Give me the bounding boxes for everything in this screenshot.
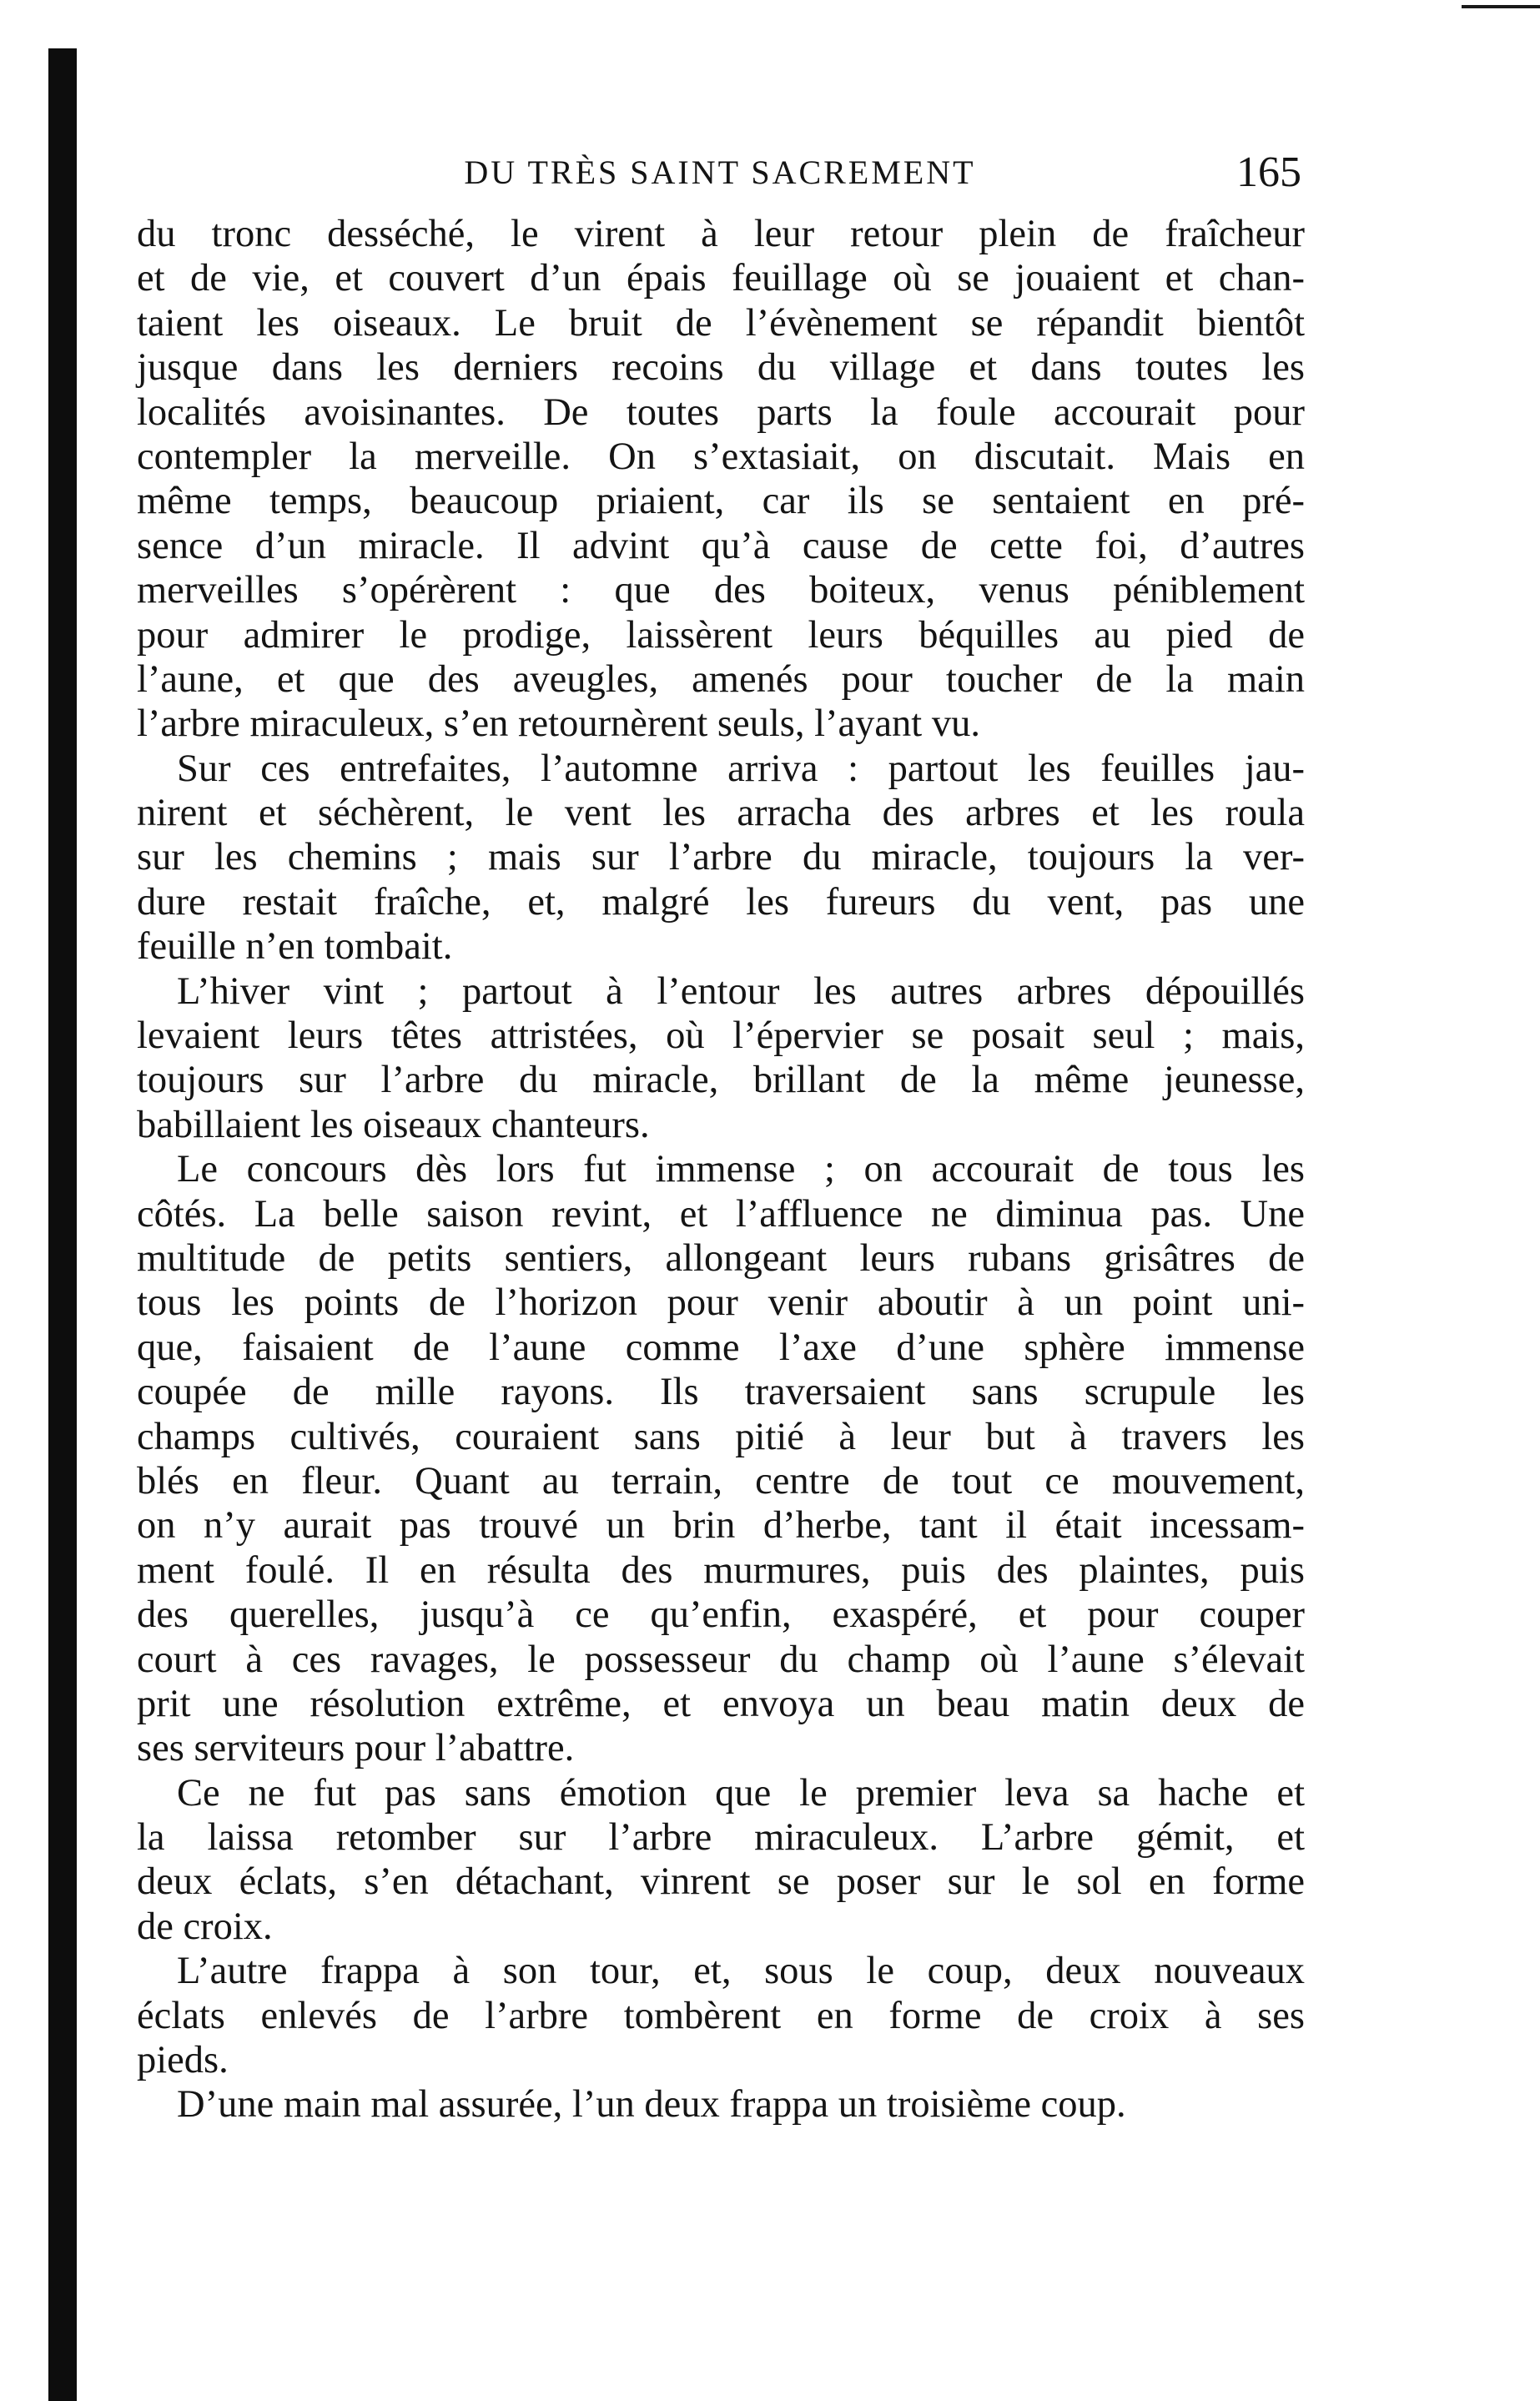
text-line: même temps, beaucoup priaient, car ils se sentaient en pré- [137, 480, 1305, 523]
text-line: blés en fleur. Quant au terrain, centre de tout ce mouvement, [137, 1459, 1305, 1503]
text-line: et de vie, et couvert d’un épais feuillage où se jouaient et chan- [137, 257, 1305, 300]
text-line: que, faisaient de l’aune comme l’axe d’une sphère immense [137, 1326, 1305, 1369]
text-line: l’arbre miraculeux, s’en retournèrent seuls, l’ayant vu. [137, 702, 980, 746]
text-line: Ce ne fut pas sans émotion que le premier leva sa hache et [177, 1771, 1305, 1815]
text-line: babillaient les oiseaux chanteurs. [137, 1103, 650, 1146]
text-line: de croix. [137, 1905, 273, 1948]
text-line: ses serviteurs pour l’abattre. [137, 1727, 575, 1770]
text-line: nirent et séchèrent, le vent les arracha des arbres et les roula [137, 792, 1305, 835]
text-line: on n’y aurait pas trouvé un brin d’herbe, tant il était incessam- [137, 1504, 1305, 1548]
binding-edge [48, 48, 77, 2401]
text-line: deux éclats, s’en détachant, vinrent se poser sur le sol en forme [137, 1860, 1305, 1904]
text-line: levaient leurs têtes attristées, où l’épervier se posait seul ; mais, [137, 1014, 1305, 1058]
text-line: merveilles s’opérèrent : que des boiteux, venus péniblement [137, 569, 1305, 612]
text-line: pour admirer le prodige, laissèrent leurs béquilles au pied de [137, 613, 1305, 657]
text-line: sur les chemins ; mais sur l’arbre du miracle, toujours la ver- [137, 836, 1305, 879]
paragraph [137, 2082, 1305, 2127]
corner-mark [1462, 5, 1540, 8]
text-line: taient les oiseaux. Le bruit de l’évènement se répandit bientôt [137, 301, 1305, 345]
text-line: L’hiver vint ; partout à l’entour les autres arbres dépouillés [177, 969, 1305, 1013]
text-line: du tronc desséché, le virent à leur retour plein de fraîcheur [137, 213, 1305, 255]
text-line: toujours sur l’arbre du miracle, brillant de la même jeunesse, [137, 1059, 1305, 1102]
text-line: dure restait fraîche, et, malgré les fureurs du vent, pas une [137, 880, 1305, 924]
text-line: Sur ces entrefaites, l’automne arriva : partout les feuilles jau- [177, 747, 1305, 790]
text-line: jusque dans les derniers recoins du village et dans toutes les [137, 346, 1305, 390]
text-line: l’aune, et que des aveugles, amenés pour toucher de la main [137, 657, 1305, 701]
text-line: prit une résolution extrême, et envoya un beau matin deux de [137, 1682, 1305, 1725]
running-title: DU TRÈS SAINT SACREMENT [464, 154, 976, 191]
text-line: localités avoisinantes. De toutes parts la foule accourait pour [137, 390, 1305, 434]
text-line: des querelles, jusqu’à ce qu’enfin, exaspéré, et pour couper [137, 1593, 1305, 1637]
paragraph [137, 212, 1305, 747]
text-line: champs cultivés, couraient sans pitié à leur but à travers les [137, 1415, 1305, 1458]
body-text [137, 212, 1305, 2127]
paragraph [137, 1771, 1305, 1950]
text-line: L’autre frappa à son tour, et, sous le coup, deux nouveaux [177, 1950, 1305, 1993]
paragraph [137, 1949, 1305, 2082]
text-line: côtés. La belle saison revint, et l’affluence ne diminua pas. Une [137, 1192, 1305, 1236]
text-line: ment foulé. Il en résulta des murmures, puis des plaintes, puis [137, 1548, 1305, 1592]
text-line: D’une main mal assurée, l’un deux frappa un troisième coup. [177, 2083, 1126, 2127]
text-line: multitude de petits sentiers, allongeant leurs rubans grisâtres de [137, 1236, 1305, 1280]
text-line: court à ces ravages, le possesseur du champ où l’aune s’élevait [137, 1638, 1305, 1681]
paragraph [137, 1147, 1305, 1770]
text-line: feuille n’en tombait. [137, 925, 453, 969]
page-number: 165 [1236, 148, 1301, 196]
text-line: pieds. [137, 2039, 229, 2082]
page-header [138, 143, 1301, 202]
text-line: contempler la merveille. On s’extasiait, on discutait. Mais en [137, 435, 1305, 478]
text-line: tous les points de l’horizon pour venir aboutir à un point uni- [137, 1281, 1305, 1325]
paragraph [137, 969, 1305, 1148]
text-line: coupée de mille rayons. Ils traversaient sans scrupule les [137, 1371, 1305, 1414]
text-line: Le concours dès lors fut immense ; on accourait de tous les [177, 1148, 1305, 1191]
text-line: éclats enlevés de l’arbre tombèrent en forme de croix à ses [137, 1994, 1305, 2037]
paragraph [137, 747, 1305, 969]
text-line: la laissa retomber sur l’arbre miraculeux. L’arbre gémit, et [137, 1816, 1305, 1860]
text-line: sence d’un miracle. Il advint qu’à cause de cette foi, d’autres [137, 524, 1305, 567]
